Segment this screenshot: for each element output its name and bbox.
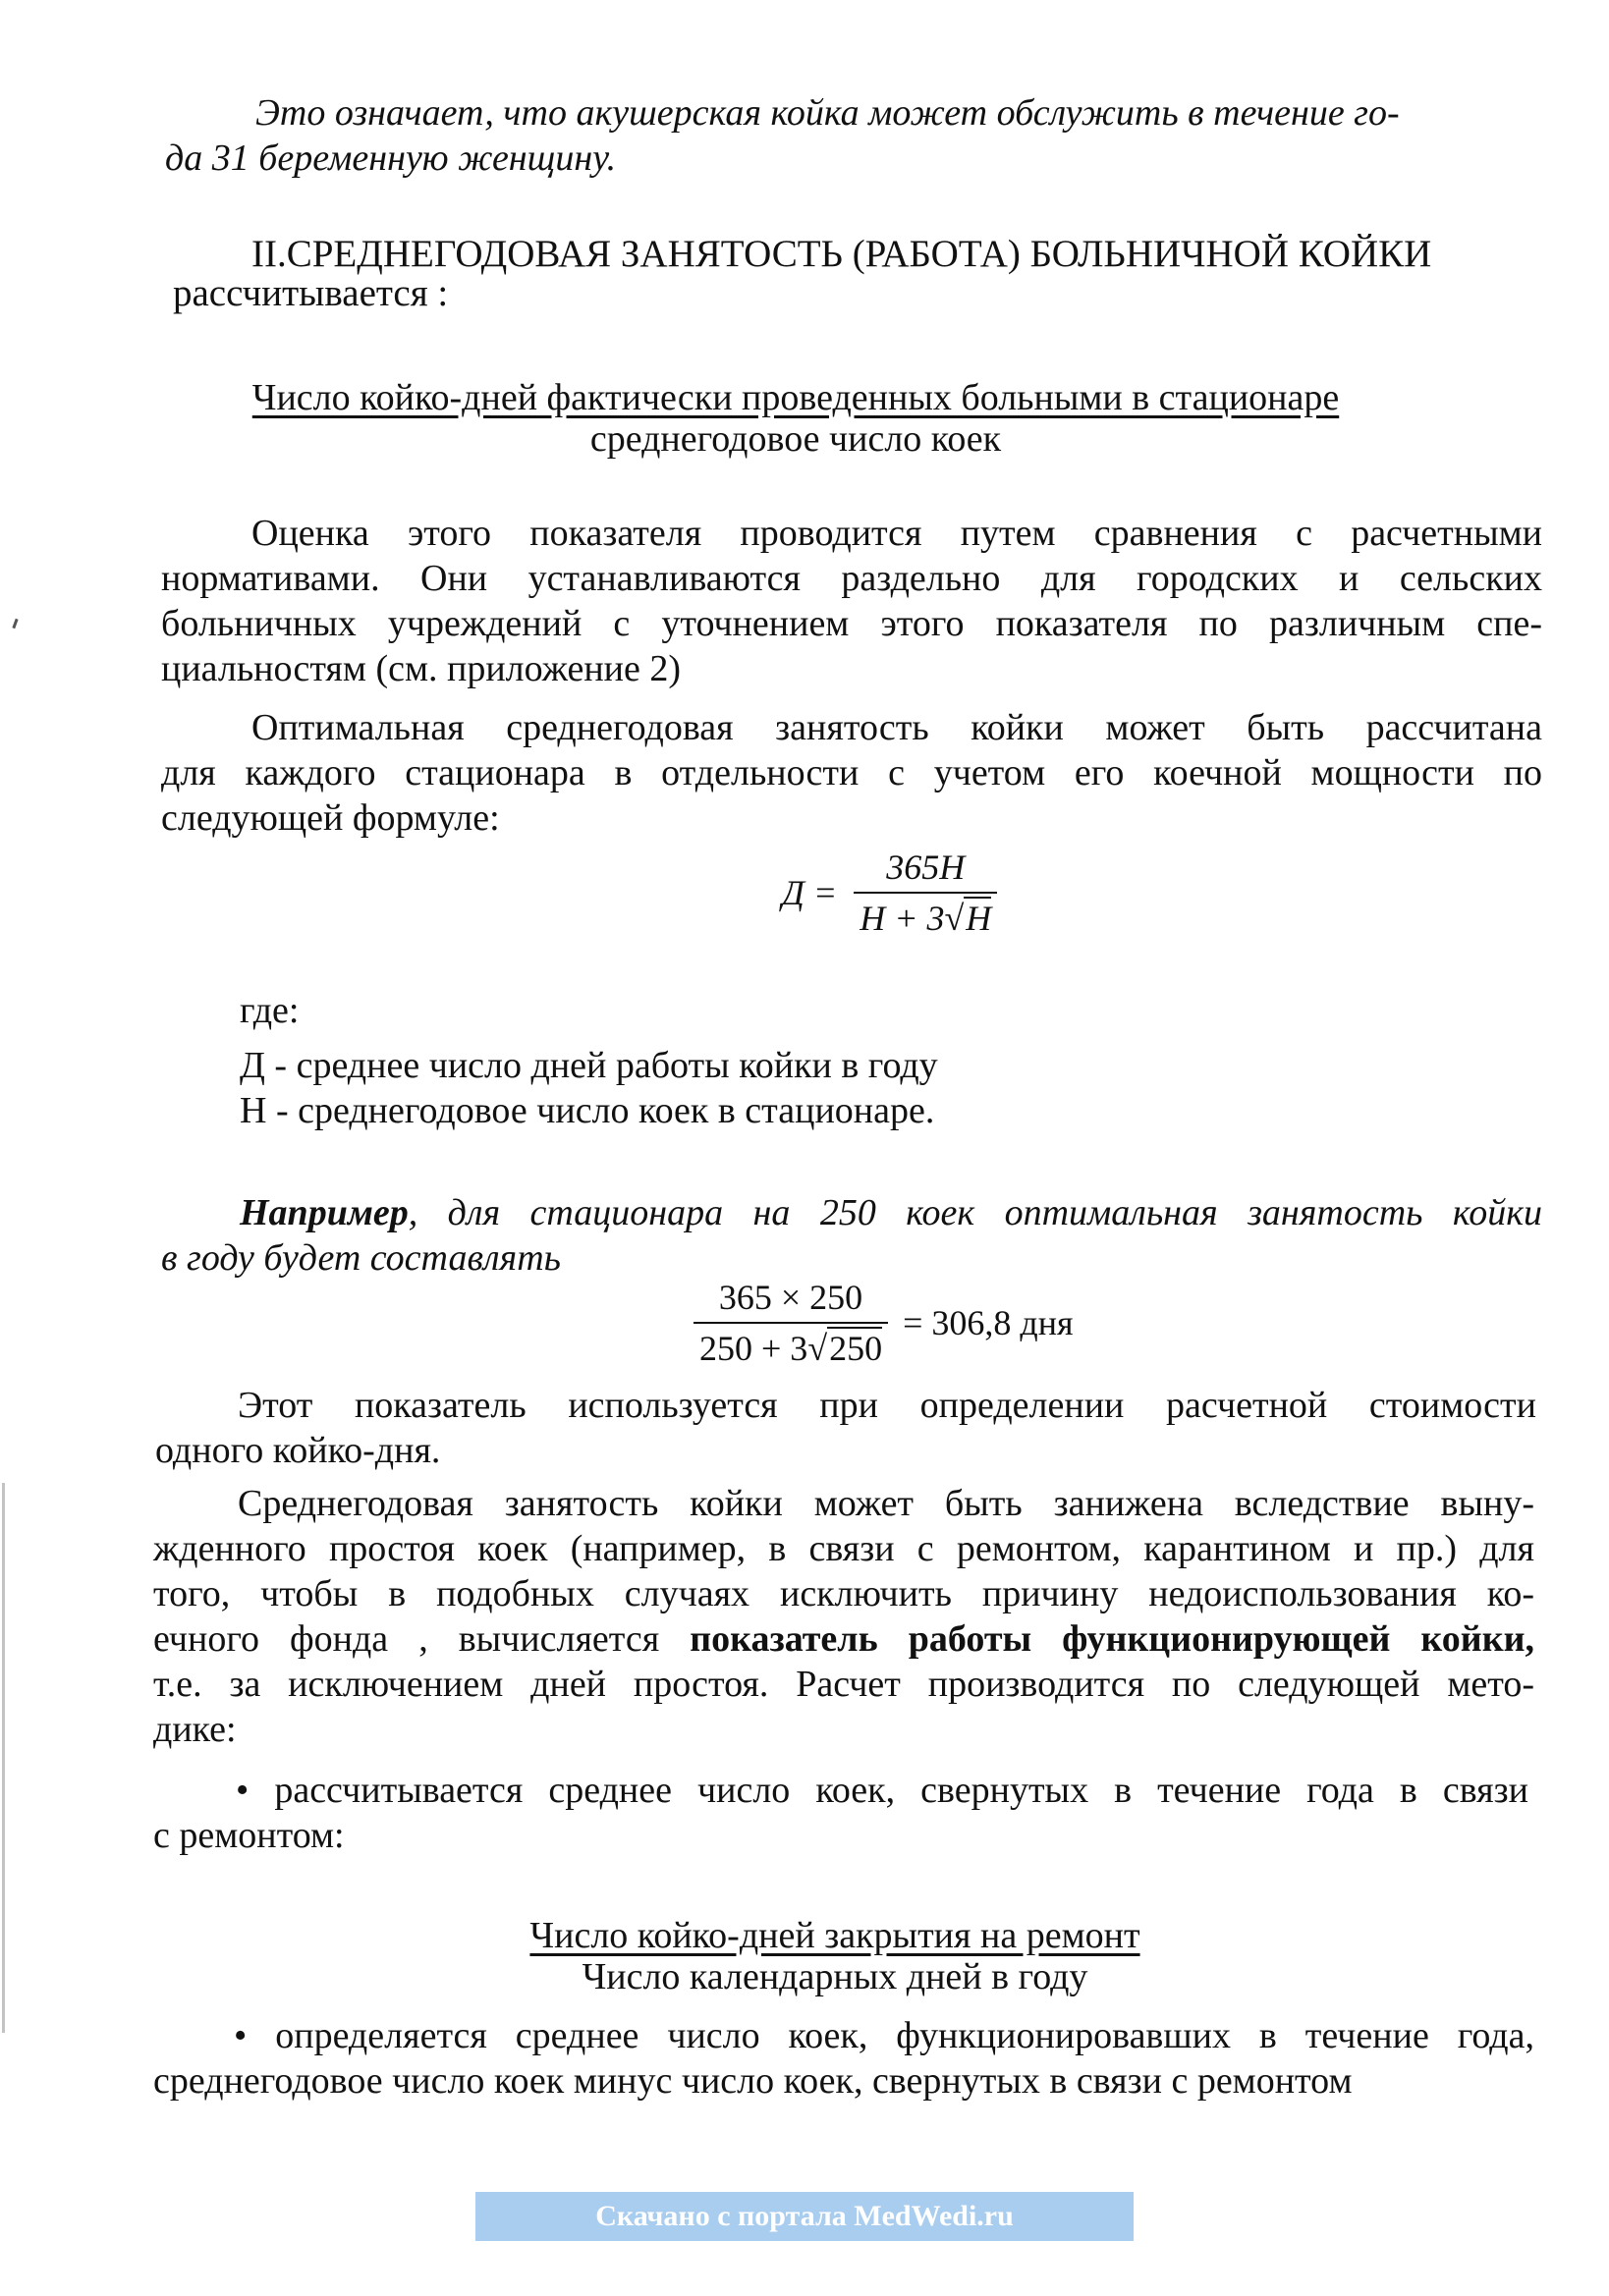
formula-den-prefix: Н + 3 [860,899,945,938]
fraction-numerator: Число койко-дней закрытия на ремонт [529,1915,1140,1956]
intro-paragraph [165,90,1540,181]
example-paragraph [161,1190,1542,1281]
text-line: т.е. за исключением дней простоя. Расчет производится по следующей мето- [153,1664,1534,1705]
formula-den-prefix: 250 + 3 [699,1329,808,1368]
text-line: Оптимальная среднегодовая занятость койки может быть рассчитана [251,707,1542,748]
bold-term: показатель работы функционирующей койки, [690,1618,1534,1660]
formula-denominator [854,894,997,939]
paragraph-assessment [161,511,1542,691]
definitions-label: где: [240,990,300,1031]
definition-d: Д - среднее число дней работы койки в году [240,1045,938,1086]
formula-result: = 306,8 дня [903,1303,1074,1342]
text-line: Оценка этого показателя проводится путем сравнения с расчетными [251,513,1542,554]
text-line: одного койко-дня. [155,1430,441,1471]
text-segment: ечного фонда , вычисляется [153,1618,691,1660]
text-line: Этот показатель используется при определении расчетной стоимости [238,1385,1536,1426]
sqrt-icon: √ [807,1329,828,1368]
download-watermark: Скачано с портала MedWedi.ru [475,2192,1134,2241]
scan-edge [2,1483,5,2033]
section-subtitle: рассчитывается : [173,272,449,314]
sqrt-icon: √ [944,899,965,938]
text-line: того, чтобы в подобных случаях исключить причину недоиспользования ко- [153,1573,1534,1614]
example-line-2: в году будет составлять [161,1237,561,1279]
paragraph-functioning-bed [153,1481,1534,1752]
formula-numerator: 365 × 250 [694,1277,888,1324]
text-line: дике: [153,1709,237,1750]
text-line [153,1616,1534,1662]
bullet-line: с ремонтом: [153,1815,345,1856]
example-rest: , для стационара на 250 коек оптимальная занятость койки [408,1192,1542,1233]
scan-speck [12,619,18,629]
fraction-denominator: среднегодовое число коек [589,418,1002,460]
example-line-1 [161,1190,1542,1235]
example-lead: Например [240,1192,409,1233]
bullet-functioning-beds [153,2013,1534,2104]
bullet-repair-beds [153,1768,1528,1858]
formula-fraction [854,847,997,939]
fraction-repair [422,1913,1248,1999]
formula-den-root: 250 [829,1329,883,1368]
text-line: нормативами. Они устанавливаются раздельно для городских и сельских [161,558,1542,599]
formula-den-root: Н [966,899,992,938]
text-line: циальностям (см. приложение 2) [161,648,682,689]
definitions [240,988,1418,1133]
text-line: жденного простоя коек (например, в связи с ремонтом, карантином и пр.) для [153,1528,1534,1569]
fraction-denominator: Число календарных дней в году [582,1956,1088,1997]
text-line: Среднегодовая занятость койки может быть занижена вследствие выну- [238,1483,1534,1524]
text-line: для каждого стационара в отдельности с учетом его коечной мощности по [161,752,1542,793]
formula-fraction [694,1277,888,1369]
paragraph-cost [155,1383,1536,1473]
bullet-line: среднегодовое число коек минус число коек, свернутых в связи с ремонтом [153,2060,1353,2102]
text-line: больничных учреждений с уточнением этого показателя по различным спе- [161,603,1542,644]
text-line: следующей формуле: [161,797,500,839]
formula-example [694,1277,1074,1369]
intro-line-2: да 31 беременную женщину. [165,137,617,179]
paragraph-optimal [161,705,1542,841]
bullet-line: • рассчитывается среднее число коек, свернутых в течение года в связи [236,1770,1528,1811]
formula-lhs: Д = [782,873,838,912]
section-title: II.СРЕДНЕГОДОВАЯ ЗАНЯТОСТЬ (РАБОТА) БОЛЬНИЧНОЙ КОЙКИ [251,233,1432,275]
formula-optimal-days [782,847,997,939]
definition-n: Н - среднегодовое число коек в стационаре. [240,1090,935,1131]
formula-denominator [694,1324,888,1369]
fraction-numerator: Число койко-дней фактически проведенных больными в стационаре [251,377,1340,418]
intro-line-1: Это означает, что акушерская койка может обслужить в течение го- [255,92,1400,134]
bullet-line: • определяется среднее число коек, функционировавших в течение года, [234,2015,1534,2056]
section-heading [173,232,1568,316]
fraction-occupancy [226,375,1365,462]
formula-numerator: 365Н [854,847,997,894]
